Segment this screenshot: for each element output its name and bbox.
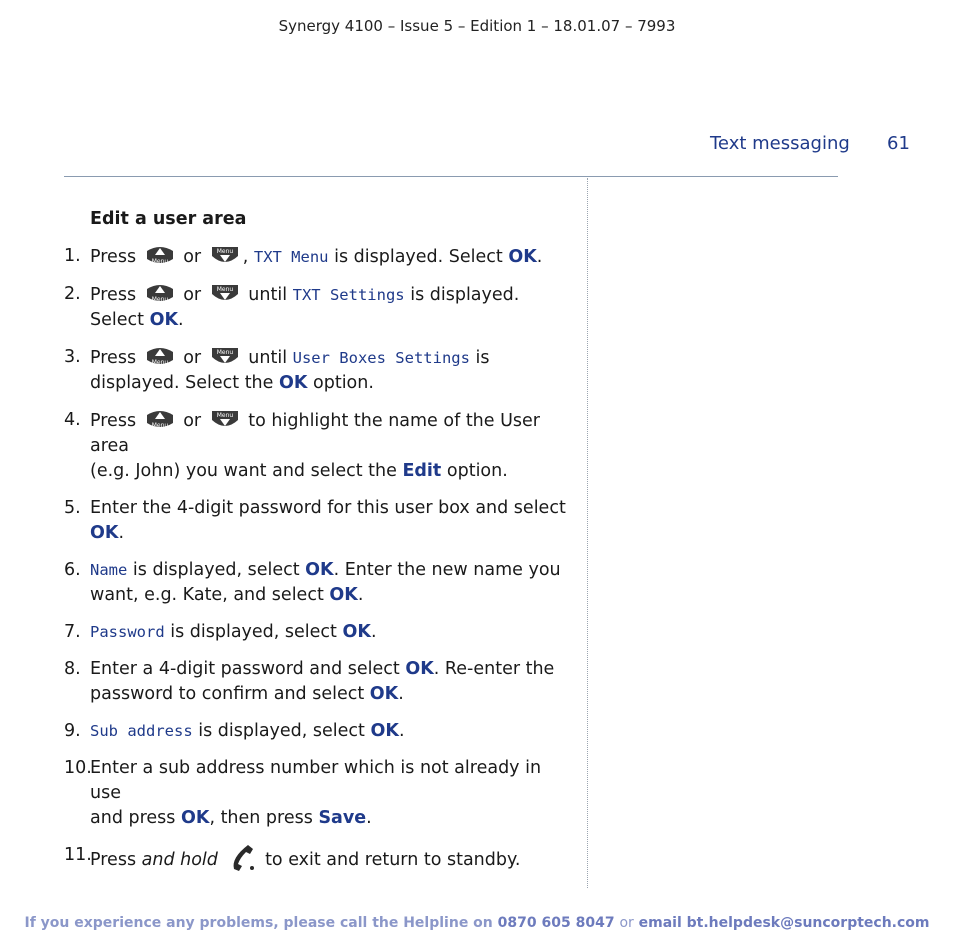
key-label: Menu (216, 248, 233, 255)
step-1 (64, 244, 574, 270)
display-text: User Boxes Settings (292, 349, 470, 367)
step-8 (64, 657, 574, 707)
page-number: 61 (887, 133, 910, 154)
key-label: Menu (151, 359, 168, 366)
step-number: 2. (64, 284, 81, 304)
menu-up-key-icon (144, 408, 176, 431)
footer-text: If you experience any problems, please call the Helpline on (24, 915, 493, 931)
step-text: . Enter the new name you (333, 560, 561, 580)
instructions (64, 207, 574, 885)
step-number: 7. (64, 622, 81, 642)
step-text: Press (90, 850, 137, 870)
key-label: Menu (216, 349, 233, 356)
key-label: Menu (216, 412, 233, 419)
step-text: is displayed, select (198, 721, 365, 741)
step-text: password to confirm and select (90, 684, 365, 704)
key-label: Menu (151, 258, 168, 265)
menu-down-key-icon (209, 408, 241, 431)
menu-up-key-icon (144, 244, 176, 267)
step-3 (64, 345, 574, 396)
step-number: 8. (64, 659, 81, 679)
display-text: Name (90, 561, 128, 579)
step-text: Press (90, 247, 137, 267)
instructions-heading: Edit a user area (90, 209, 247, 229)
step-9 (64, 719, 574, 744)
ok-option: OK (149, 310, 179, 330)
step-text: . (118, 523, 125, 543)
ok-option: OK (329, 585, 358, 605)
display-text: TXT Settings (292, 286, 405, 304)
ok-option: OK (370, 721, 399, 741)
step-text: to exit and return to standby. (265, 850, 521, 870)
step-text: . (398, 684, 404, 704)
step-text: until (248, 348, 288, 368)
step-number: 11. (64, 845, 92, 865)
helpline-phone: 0870 605 8047 (497, 915, 615, 931)
step-text: until (248, 285, 288, 305)
step-number: 3. (64, 347, 81, 367)
step-10 (64, 756, 574, 831)
step-text: is displayed, select (132, 560, 300, 580)
display-text: TXT Menu (253, 248, 329, 266)
menu-down-key-icon (209, 345, 241, 368)
step-text: Enter the 4-digit password for this user box and select (90, 498, 566, 518)
step-number: 9. (64, 721, 81, 741)
step-text: is displayed. Select (334, 247, 503, 267)
step-text: to highlight the name of the User area (90, 411, 540, 456)
step-text: Press (90, 348, 137, 368)
step-number: 6. (64, 560, 81, 580)
step-text: option. (313, 373, 374, 393)
display-text: Password (90, 623, 165, 641)
step-text: , (242, 247, 249, 267)
ok-option: OK (181, 808, 210, 828)
key-label: Menu (216, 286, 233, 293)
ok-option: OK (90, 523, 119, 543)
ok-option: OK (508, 247, 537, 267)
step-text: and press (90, 808, 176, 828)
column-divider (587, 178, 588, 888)
edit-option: Edit (402, 461, 442, 481)
ok-option: OK (279, 373, 308, 393)
step-5 (64, 496, 574, 546)
ok-option: OK (342, 622, 371, 642)
step-text: Enter a 4-digit password and select (90, 659, 400, 679)
step-text: . (398, 721, 405, 741)
step-7 (64, 620, 574, 645)
step-number: 1. (64, 246, 81, 266)
ok-option: OK (369, 684, 399, 704)
step-text: want, e.g. Kate, and select (90, 585, 324, 605)
step-text: or (183, 285, 202, 305)
ok-option: OK (305, 560, 334, 580)
step-emphasis: and hold (141, 850, 218, 870)
step-text: . Re-enter the (433, 659, 555, 679)
step-number: 10. (64, 758, 92, 778)
step-text: . (366, 808, 372, 828)
end-call-handset-icon (226, 843, 256, 873)
step-text: Enter a sub address number which is not already in use (90, 758, 542, 803)
step-text: Press (90, 285, 137, 305)
step-text: Select (90, 310, 144, 330)
helpline-email: email bt.helpdesk@suncorptech.com (638, 915, 930, 931)
ok-option: OK (405, 659, 434, 679)
step-text: or (183, 348, 202, 368)
step-number: 5. (64, 498, 81, 518)
step-11 (64, 843, 574, 873)
key-label: Menu (151, 296, 168, 303)
save-option: Save (318, 808, 367, 828)
key-label: Menu (151, 422, 168, 429)
step-2 (64, 282, 574, 333)
section-title: Text messaging (710, 133, 850, 154)
step-text: or (183, 247, 202, 267)
step-text: or (183, 411, 202, 431)
step-text: . (370, 622, 377, 642)
step-text: displayed. Select the (90, 373, 274, 393)
step-text: is displayed. (410, 285, 520, 305)
step-text: . (178, 310, 184, 330)
footer-text: or (619, 915, 634, 931)
document-info-header: Synergy 4100 – Issue 5 – Edition 1 – 18.01.07 – 7993 (278, 17, 676, 35)
menu-down-key-icon (209, 244, 241, 267)
step-number: 4. (64, 410, 81, 430)
helpline-footer (0, 915, 954, 931)
menu-down-key-icon (209, 282, 241, 305)
display-text: Sub address (90, 722, 193, 740)
step-text: option. (446, 461, 508, 481)
menu-up-key-icon (144, 282, 176, 305)
step-text: , then press (209, 808, 313, 828)
step-4 (64, 408, 574, 484)
step-text: . (536, 247, 543, 267)
step-text: is (475, 348, 490, 368)
header-divider (64, 176, 838, 177)
step-text: Press (90, 411, 137, 431)
step-text: is displayed, select (170, 622, 337, 642)
step-6 (64, 558, 574, 608)
step-text: . (357, 585, 364, 605)
menu-up-key-icon (144, 345, 176, 368)
step-text: (e.g. John) you want and select the (90, 461, 397, 481)
